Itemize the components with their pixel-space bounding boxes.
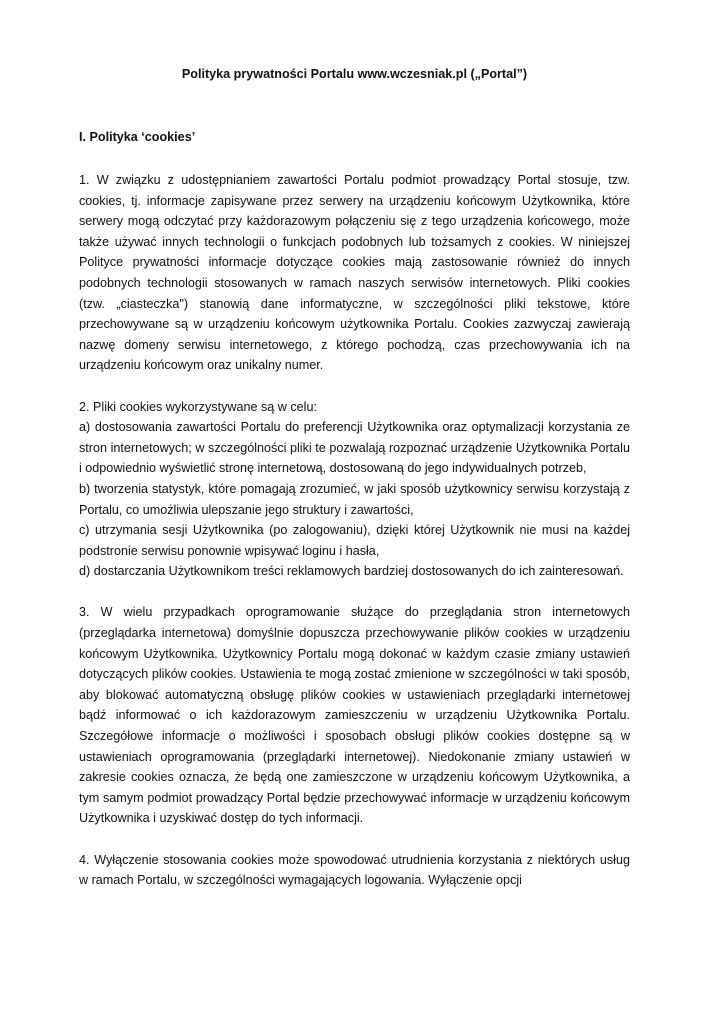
list-item-c: c) utrzymania sesji Użytkownika (po zalogowaniu), dzięki której Użytkownik nie musi na każdej podstronie serwisu ponownie wpisywać loginu i hasła,: [79, 523, 630, 558]
paragraph-4-text: 4. Wyłączenie stosowania cookies może spowodować utrudnienia korzystania z niektórych usług w ramach Portalu, w szczególności wymagających logowania. Wyłączenie opcji: [79, 852, 630, 888]
paragraph-1: [79, 170, 630, 376]
paragraph-3: [79, 602, 630, 829]
paragraph-4: [79, 850, 630, 891]
list-item-b: b) tworzenia statystyk, które pomagają zrozumieć, w jaki sposób użytkownicy serwisu korzystają z Portalu, co umożliwia ulepszanie jego struktury i zawartości,: [79, 481, 630, 517]
paragraph-2: [79, 397, 630, 582]
paragraph-3-text: 3. W wielu przypadkach oprogramowanie służące do przeglądania stron internetowych (przeglądarka internetowa) domyślnie dopuszcza przechowywanie plików cookies w urządzeniu końcowym Użytkownika. Użytkownicy Portalu mogą dokonać w każdym czasie zmiany ustawień dotyczących plików cookies. Ustawienia te mogą zostać zmienione w szczególności w taki sposób, aby blokować automatyczną obsługę plików cookies w ustawieniach przeglądarki internetowej bądź informować o ich każdorazowym zamieszczeniu w urządzeniu Użytkownika Portalu. Szczegółowe informacje o możliwości i sposobach obsługi plików cookies dostępne są w ustawieniach oprogramowania (przeglądarki internetowej). Niedokonanie zmiany ustawień w zakresie cookies oznacza, że będą one zamieszczone w urządzeniu końcowym Użytkownika, a tym samym podmiot prowadzący Portal będzie przechowywać informacje w urządzeniu końcowym Użytkownika i uzyskiwać dostęp do tych informacji.: [79, 605, 630, 826]
paragraph-2-intro: 2. Pliki cookies wykorzystywane są w celu:: [79, 399, 317, 414]
list-item-d: d) dostarczania Użytkownikom treści reklamowych bardziej dostosowanych do ich zainteresowań.: [79, 564, 624, 579]
paragraph-1-text: 1. W związku z udostępnianiem zawartości Portalu podmiot prowadzący Portal stosuje, tzw. cookies, tj. informacje zapisywane przez serwery na urządzeniu końcowym Użytkownika, które serwery mogą odczytać przy każdorazowym połączeniu się z tego urządzenia końcowego, może także używać innych technologii o funkcjach podobnych lub tożsamych z cookies. W niniejszej Polityce prywatności informacje dotyczące cookies mają zastosowanie również do innych podobnych technologii stosowanych w ramach naszych serwisów internetowych. Pliki cookies (tzw. „ciasteczka") stanowią dane informatyczne, w szczególności pliki tekstowe, które przechowywane są w urządzeniu końcowym użytkownika Portalu. Cookies zazwyczaj zawierają nazwę domeny serwisu internetowego, z którego pochodzą, czas przechowywania ich na urządzeniu końcowym oraz unikalny numer.: [79, 173, 630, 373]
section-heading: I. Polityka ‘cookies’: [79, 130, 196, 144]
document-title: Polityka prywatności Portalu www.wczesniak.pl („Portal”): [181, 67, 528, 81]
list-item-a: a) dostosowania zawartości Portalu do preferencji Użytkownika oraz optymalizacji korzystania ze stron internetowych; w szczególności pliki te pozwalają rozpoznać urządzenie Użytkownika Portalu i odpowiednio wyświetlić stronę internetową, dostosowaną do jego indywidualnych potrzeb,: [79, 420, 630, 476]
